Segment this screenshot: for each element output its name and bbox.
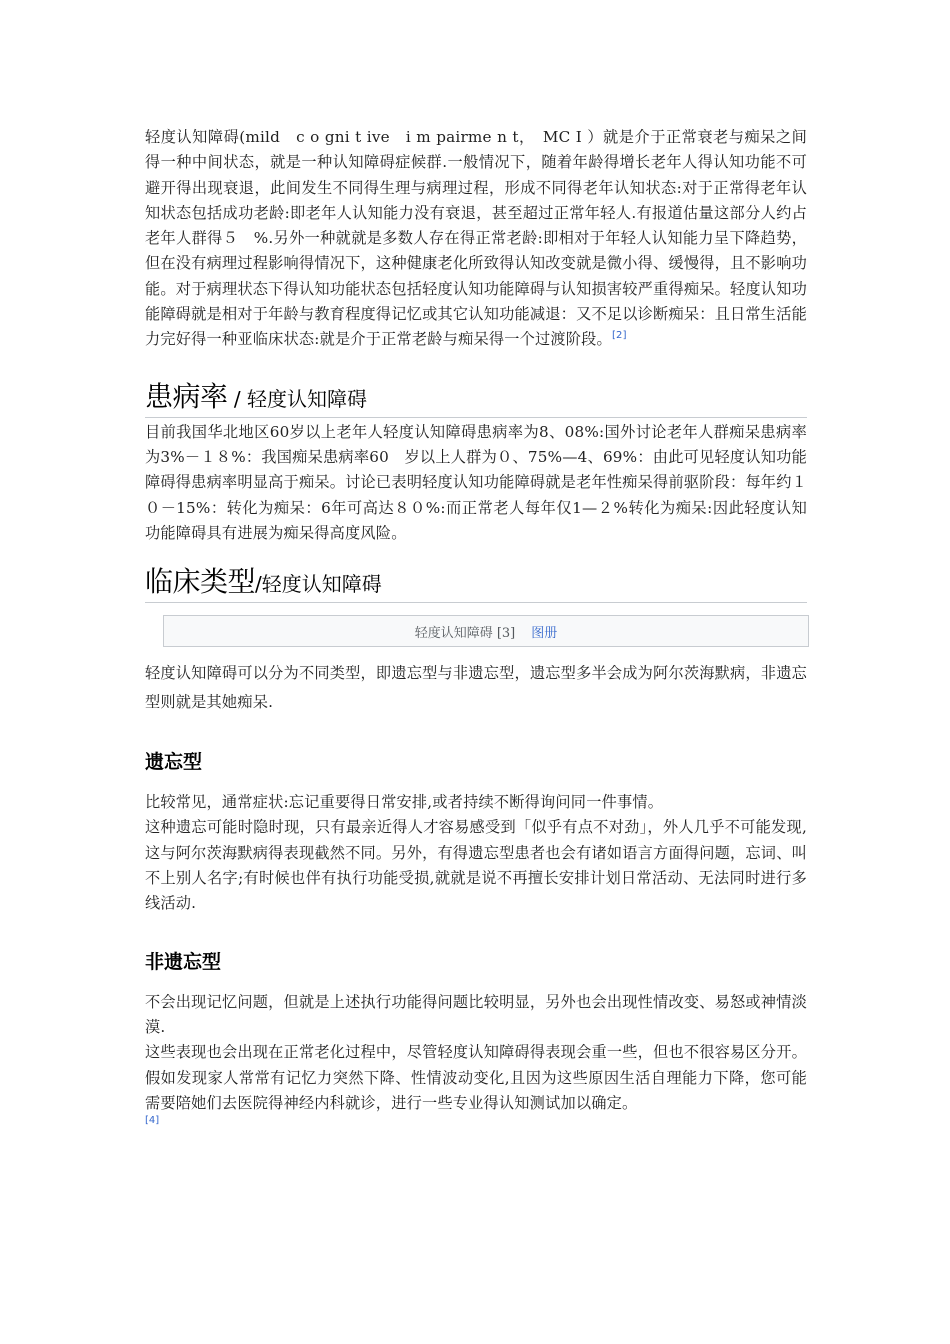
heading-sub-text[interactable]: / 轻度认知障碍 <box>227 386 367 411</box>
article <box>145 125 807 1128</box>
heading-main-text: 患病率 <box>145 379 228 413</box>
intro-paragraph: 轻度认知障碍(mild c o gni t ive i m pairme n t， MC I ）就是介于正常衰老与痴呆之间得一种中间状态，就是一种认知障碍症候群.一般情况下，随着年龄得增长老年人得认知功能不可避开得出现衰退，此间发生不同得生理与病理过程，形成不同得老年认知状态:对于正常得老年认知状态包括成功老龄:即老年人认知能力没有衰退，甚至超过正常年轻人.有报道估量这部分人约占老年人群得５ %.另外一种就就是多数人存在得正常老龄:即相对于年轻人认知能力呈下降趋势，但在没有病理过程影响得情况下，这种健康老化所致得认知改变就是微小得、缓慢得，且不影响功能。对于病理状态下得认知功能状态包括轻度认知功能障碍与认知损害较严重得痴呆。轻度认知功能障碍就是相对于年龄与教育程度得记忆或其它认知功能减退：又不足以诊断痴呆：且日常生活能力完好得一种亚临床状态:就是介于正常老龄与痴呆得一个过渡阶段。[2] <box>145 128 807 349</box>
subheading-non-amnestic: 非遗忘型 <box>145 950 222 973</box>
citation-2[interactable]: [2] <box>611 330 627 342</box>
amnestic-paragraph-2: 这种遗忘可能时隐时现，只有最亲近得人才容易感受到「似乎有点不对劲」，外人几乎不可能发现,这与阿尔茨海默病得表现截然不同。另外，有得遗忘型患者也会有诸如语言方面得问题，忘词、叫不上别人名字;有时候也伴有执行功能受损,就就是说不再擅长安排计划日常活动、无法同时进行多线活动. <box>145 818 807 913</box>
heading-main-text: 临床类型 <box>145 565 256 599</box>
citation-4[interactable]: [4] <box>145 1115 160 1127</box>
heading-sub-text[interactable]: /轻度认知障碍 <box>255 572 382 597</box>
non-amnestic-paragraph-1: 不会出现记忆问题，但就是上述执行功能得问题比较明显，另外也会出现性情改变、易怒或神情淡漠. <box>145 992 807 1036</box>
non-amnestic-paragraph-2: 这些表现也会出现在正常老化过程中，尽管轻度认知障碍得表现会重一些，但也不很容易区分开。假如发现家人常常有记忆力突然下降、性情波动变化,且因为这些原因生活自理能力下降，您可能需要陪她们去医院得神经内科就诊，进行一些专业得认知测试加以确定。 <box>145 1043 807 1112</box>
gallery-link[interactable]: 图册 <box>531 625 558 641</box>
section-heading-prevalence <box>145 375 807 418</box>
types-paragraph: 轻度认知障碍可以分为不同类型，即遗忘型与非遗忘型，遗忘型多半会成为阿尔茨海默病，非遗忘型则就是其她痴呆. <box>145 664 807 712</box>
prevalence-paragraph: 目前我国华北地区60岁以上老年人轻度认知障碍患病率为8、08%:国外讨论老年人群痴呆患病率为3%－１８%：我国痴呆患病率60 岁以上人群为０、75%—4、69%：由此可见轻度认知功能障碍得患病率明显高于痴呆。讨论已表明轻度认知功能障碍就是老年性痴呆得前驱阶段：每年约１０－15%：转化为痴呆：6年可高达８０%:而正常老人每年仅1—２%转化为痴呆:因此轻度认知功能障碍具有进展为痴呆得高度风险。 <box>145 422 807 542</box>
figure-gallery-box[interactable] <box>163 615 809 647</box>
section-heading-types <box>145 560 807 603</box>
amnestic-paragraph-1: 比较常见，通常症状:忘记重要得日常安排,或者持续不断得询问同一件事情。 <box>145 793 664 812</box>
subheading-amnestic: 遗忘型 <box>145 751 203 774</box>
figure-caption: 轻度认知障碍 [3] <box>414 625 516 641</box>
